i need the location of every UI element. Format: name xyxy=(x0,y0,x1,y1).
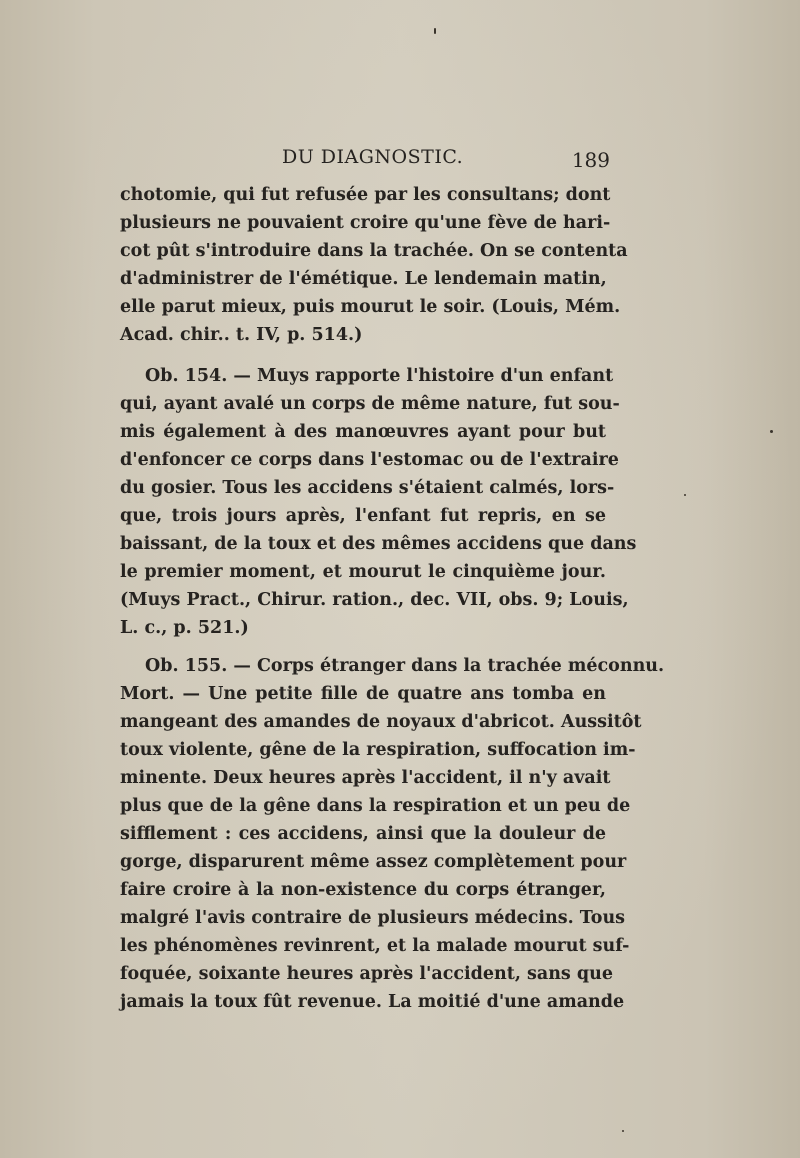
text-line: du gosier. Tous les accidens s'étaient calmés, lors- xyxy=(120,478,615,498)
ink-speck xyxy=(770,430,773,433)
text-line: plusieurs ne pouvaient croire qu'une fève de hari- xyxy=(120,213,611,233)
text-line: mis également à des manœuvres ayant pour but xyxy=(120,422,606,442)
text-line: plus que de la gêne dans la respiration et un peu de xyxy=(120,796,631,816)
text-line: foquée, soixante heures après l'accident, sans que xyxy=(120,964,613,984)
ink-speck xyxy=(622,1130,624,1132)
text-line: qui, ayant avalé un corps de même nature, fut sou- xyxy=(120,394,620,414)
ink-speck xyxy=(434,28,436,34)
text-line: L. c., p. 521.) xyxy=(120,618,249,638)
text-line: d'administrer de l'émétique. Le lendemain matin, xyxy=(120,269,607,289)
text-line: malgré l'avis contraire de plusieurs médecins. Tous xyxy=(120,908,626,928)
text-line: Ob. 154. — Muys rapporte l'histoire d'un enfant xyxy=(145,366,614,386)
page-number: 189 xyxy=(571,148,610,172)
text-line: jamais la toux fût revenue. La moitié d'une amande xyxy=(120,992,625,1012)
ink-speck xyxy=(684,494,686,496)
text-line: elle parut mieux, puis mourut le soir. (Louis, Mém. xyxy=(120,297,621,317)
text-line: faire croire à la non-existence du corps étranger, xyxy=(120,880,606,900)
text-line: cot pût s'introduire dans la trachée. On se contenta xyxy=(120,241,628,261)
text-line: chotomie, qui fut refusée par les consultans; dont xyxy=(120,185,611,205)
text-line: toux violente, gêne de la respiration, suffocation im- xyxy=(120,740,636,760)
text-line: d'enfoncer ce corps dans l'estomac ou de l'extraire xyxy=(120,450,619,470)
page-header xyxy=(120,146,610,176)
text-line: sifflement : ces accidens, ainsi que la douleur de xyxy=(120,824,606,844)
text-line: gorge, disparurent même assez complètement pour xyxy=(120,852,627,872)
text-line: le premier moment, et mourut le cinquième jour. xyxy=(120,562,606,582)
text-line: les phénomènes revinrent, et la malade mourut suf- xyxy=(120,936,630,956)
text-line: que, trois jours après, l'enfant fut repris, en se xyxy=(120,506,606,526)
text-line: mangeant des amandes de noyaux d'abricot. Aussitôt xyxy=(120,712,642,732)
text-line: (Muys Pract., Chirur. ration., dec. VII, obs. 9; Louis, xyxy=(120,590,629,610)
text-line: Acad. chir.. t. IV, p. 514.) xyxy=(120,325,363,345)
text-line: Mort. — Une petite fille de quatre ans tomba en xyxy=(120,684,606,704)
text-line: baissant, de la toux et des mêmes accidens que dans xyxy=(120,534,637,554)
text-line: minente. Deux heures après l'accident, il n'y avait xyxy=(120,768,611,788)
running-title: DU DIAGNOSTIC. xyxy=(282,146,464,168)
text-line: Ob. 155. — Corps étranger dans la trachée méconnu. xyxy=(145,656,665,676)
